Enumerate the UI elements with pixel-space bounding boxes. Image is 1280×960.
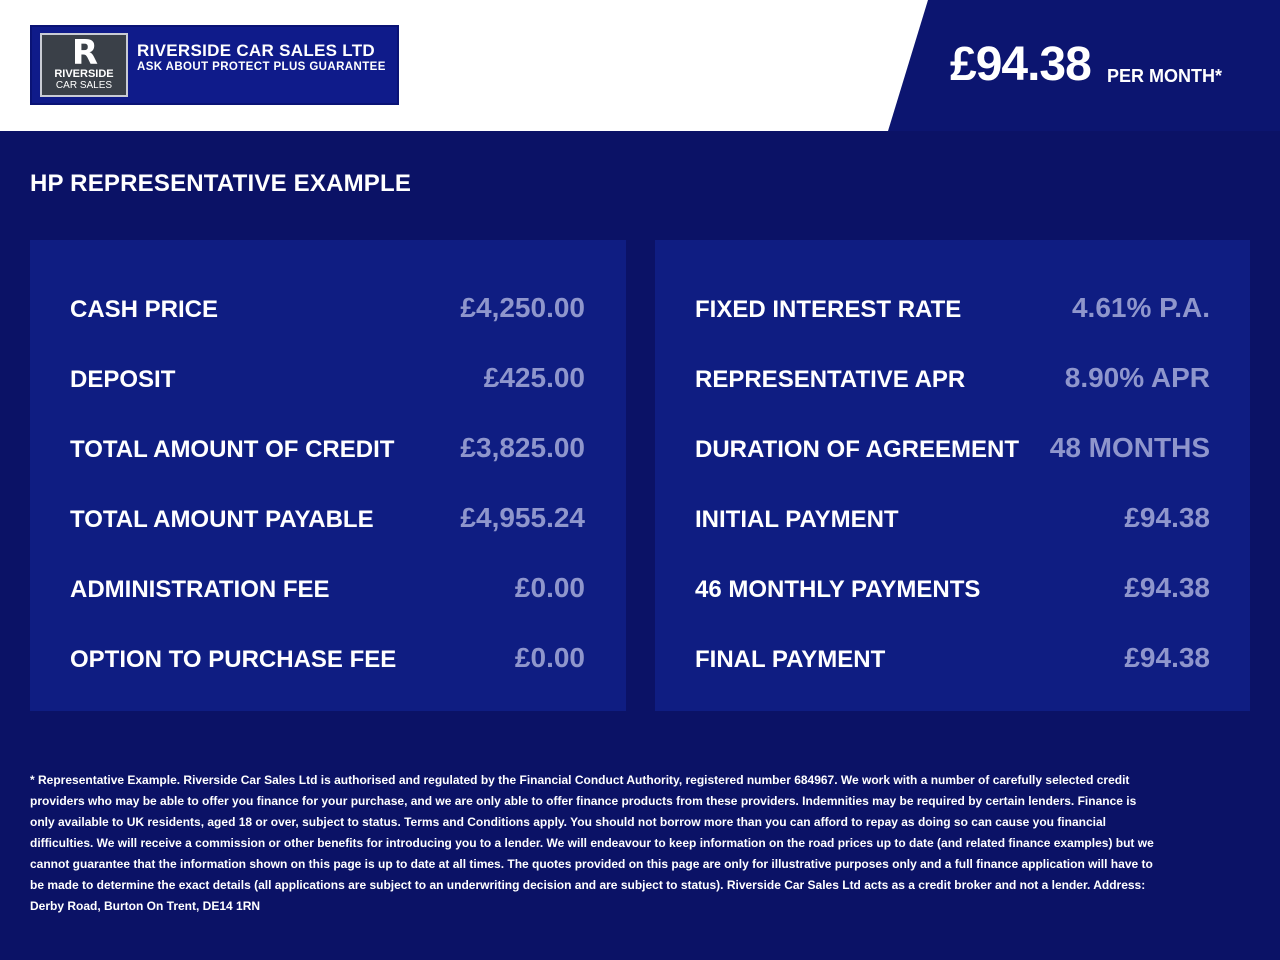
row-representative-apr xyxy=(695,360,1210,400)
row-monthly-payments xyxy=(695,570,1210,610)
row-label: FINAL PAYMENT xyxy=(695,646,886,673)
monthly-amount: £94.38 xyxy=(950,38,1091,91)
row-total-payable xyxy=(70,500,585,540)
row-total-credit xyxy=(70,430,585,470)
row-label: FIXED INTEREST RATE xyxy=(695,296,962,323)
row-label: INITIAL PAYMENT xyxy=(695,506,899,533)
row-value: £94.38 xyxy=(1124,642,1210,673)
row-label: REPRESENTATIVE APR xyxy=(695,366,966,393)
logo-emblem-line2: CAR SALES xyxy=(55,80,113,91)
finance-panel-left xyxy=(30,240,626,711)
row-value: £4,250.00 xyxy=(460,292,585,323)
row-label: TOTAL AMOUNT PAYABLE xyxy=(70,506,374,533)
logo-r-mark: R xyxy=(71,33,97,73)
row-deposit xyxy=(70,360,585,400)
row-label: CASH PRICE xyxy=(70,296,219,323)
row-label: ADMINISTRATION FEE xyxy=(70,576,330,603)
row-value: £0.00 xyxy=(514,572,585,603)
section-title: HP REPRESENTATIVE EXAMPLE xyxy=(30,170,412,197)
row-fixed-interest-rate xyxy=(695,290,1210,330)
row-value: 48 MONTHS xyxy=(1049,432,1210,463)
dealer-logo[interactable] xyxy=(30,25,399,105)
logo-emblem-line1: RIVERSIDE xyxy=(54,68,114,80)
row-value: £4,955.24 xyxy=(460,502,585,533)
finance-disclaimer: * Representative Example. Riverside Car Sales Ltd is authorised and regulated by the Financial Conduct Authority, registered number 684967. We work with a number of carefully selected credit providers who may be able to offer you finance for your purchase, and we are only able to offer finance products from these providers. Indemnities may be required by certain lenders. Finance is only available to UK residents, aged 18 or over, subject to status. Terms and Conditions apply. You should not borrow more than you can afford to repay as doing so can cause you financial difficulties. We will receive a commission or other benefits for introducing you to a lender. We will endeavour to keep information on the road prices up to date (and related finance examples) but we cannot guarantee that the information shown on this page is up to date at all times. The quotes provided on this page are only for illustrative purposes only and a full finance application will have to be made to determine the exact details (all applications are subject to an underwriting decision and are subject to status). Riverside Car Sales Ltd acts as a credit broker and not a lender. Address: Derby Road, Burton On Trent, DE14 1RN xyxy=(30,773,1154,913)
finance-panel-right xyxy=(655,240,1250,711)
row-admin-fee xyxy=(70,570,585,610)
monthly-suffix: PER MONTH* xyxy=(1107,66,1223,86)
row-label: OPTION TO PURCHASE FEE xyxy=(70,646,397,673)
row-value: £3,825.00 xyxy=(460,432,585,463)
row-label: 46 MONTHLY PAYMENTS xyxy=(695,576,981,603)
row-label: TOTAL AMOUNT OF CREDIT xyxy=(70,436,395,463)
row-value: £0.00 xyxy=(514,642,585,673)
row-value: £425.00 xyxy=(483,362,585,393)
row-value: 8.90% APR xyxy=(1064,362,1210,393)
row-label: DEPOSIT xyxy=(70,366,176,393)
row-final-payment xyxy=(695,640,1210,680)
row-value: £94.38 xyxy=(1124,502,1210,533)
dealer-tagline: ASK ABOUT PROTECT PLUS GUARANTEE xyxy=(137,61,386,73)
row-option-to-purchase-fee xyxy=(70,640,585,680)
row-initial-payment xyxy=(695,500,1210,540)
dealer-name: RIVERSIDE CAR SALES LTD xyxy=(137,41,375,60)
row-value: £94.38 xyxy=(1124,572,1210,603)
row-cash-price xyxy=(70,290,585,330)
row-label: DURATION OF AGREEMENT xyxy=(695,436,1019,463)
logo-emblem xyxy=(40,33,128,97)
row-duration xyxy=(695,430,1210,470)
row-value: 4.61% P.A. xyxy=(1071,292,1210,323)
